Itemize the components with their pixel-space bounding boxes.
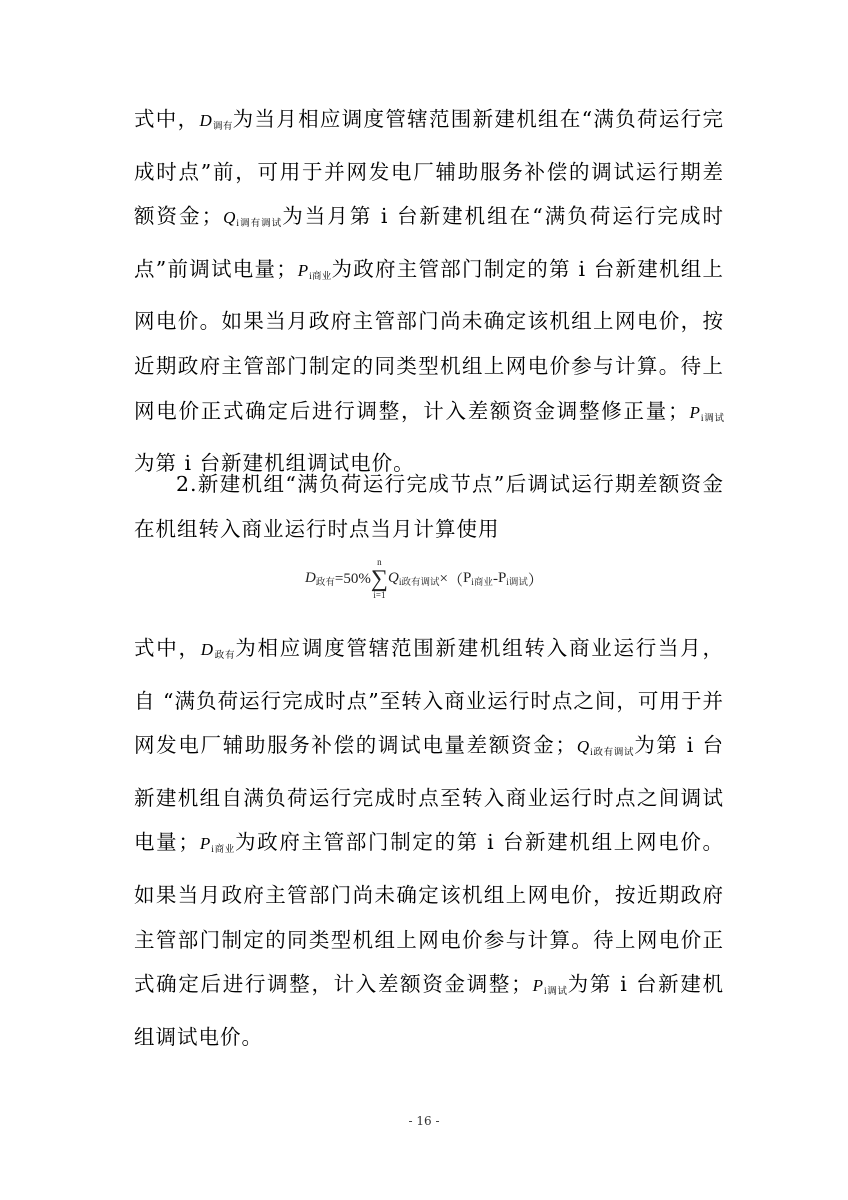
formula-d-government [0, 558, 848, 614]
variable-p-commercial: $P_{i商业}$ [199, 834, 235, 856]
variable-p-commercial: $P_{i商业}$ [297, 260, 332, 282]
formula-minus: - [492, 570, 498, 587]
variable-p-debug: $P_{i调试}$ [689, 402, 725, 424]
text-run: 为第 i 台新建机组调试电价。 [134, 972, 725, 1049]
formula-paren-close: ） [527, 572, 543, 589]
paragraph-definitions-1 [134, 97, 724, 486]
variable-p-debug: $P_{i调试}$ [532, 976, 568, 998]
text-run: 为当月第 i 台新建机组在“满负荷运行完成时点”前调试电量； [134, 204, 725, 281]
page-number: - 16 - [408, 1114, 440, 1128]
text-run: 为第 i 台新建机组调试电价。 [134, 451, 415, 476]
formula-paren-open: （ [447, 572, 463, 589]
variable-d-government: $D_{政有}$ [200, 640, 236, 661]
formula-q-term: $Q_{i政有调试}$ [387, 570, 440, 588]
formula-lhs: $D_{政有}$ [305, 570, 335, 588]
text-run: 式中， [134, 636, 201, 660]
formula-p-debug: $P_{i调试}$ [497, 570, 528, 588]
text-run: 为相应调度管辖范围新建机组转入商业运行当月，自 “满负荷运行完成时点”至转入商业运行时点之间，可用于并网发电厂辅助服务补偿的调试电量差额资金； [134, 636, 724, 758]
paragraph-section-2-heading: 2.新建机组“满负荷运行完成节点”后调试运行期差额资金在机组转入商业运行时点当月计算使用 [134, 472, 724, 541]
paragraph-definitions-2 [134, 626, 724, 1059]
text-run: 为政府主管部门制定的第 i 台新建机组上网电价。如果当月政府主管部门尚未确定该机组上网电价，按近期政府主管部门制定的同类型机组上网电价参与计算。待上网电价正式确定后进行调整，计入差额资金调整； [134, 830, 725, 997]
summation-symbol: n ∑ i=1 [370, 557, 388, 600]
formula-times: × [439, 570, 448, 587]
formula-p-commercial: $P_{i商业}$ [462, 570, 493, 588]
text-run: 为政府主管部门制定的第 i 台新建机组上网电价。如果当月政府主管部门尚未确定该机组上网电价，按近期政府主管部门制定的同类型机组上网电价参与计算。待上网电价正式确定后进行调整，计入差额资金调整修正量； [134, 256, 725, 423]
formula-equals: =50% [334, 570, 371, 587]
text-run: 式中， [134, 107, 200, 131]
variable-q-government-debug: $Q_{i政有调试}$ [576, 737, 635, 759]
variable-d-debug: $D_{调有}$ [199, 111, 233, 132]
text-run: 为当月相应调度管辖范围新建机组在“满负荷运行完成时点”前，可用于并网发电厂辅助服务补偿的调试运行期差额资金； [134, 107, 724, 229]
text-run: 为第 i 台新建机组自满负荷运行完成时点至转入商业运行时点之间调试电量； [134, 733, 725, 855]
variable-q-debug: $Q_{i调有调试}$ [223, 208, 283, 230]
